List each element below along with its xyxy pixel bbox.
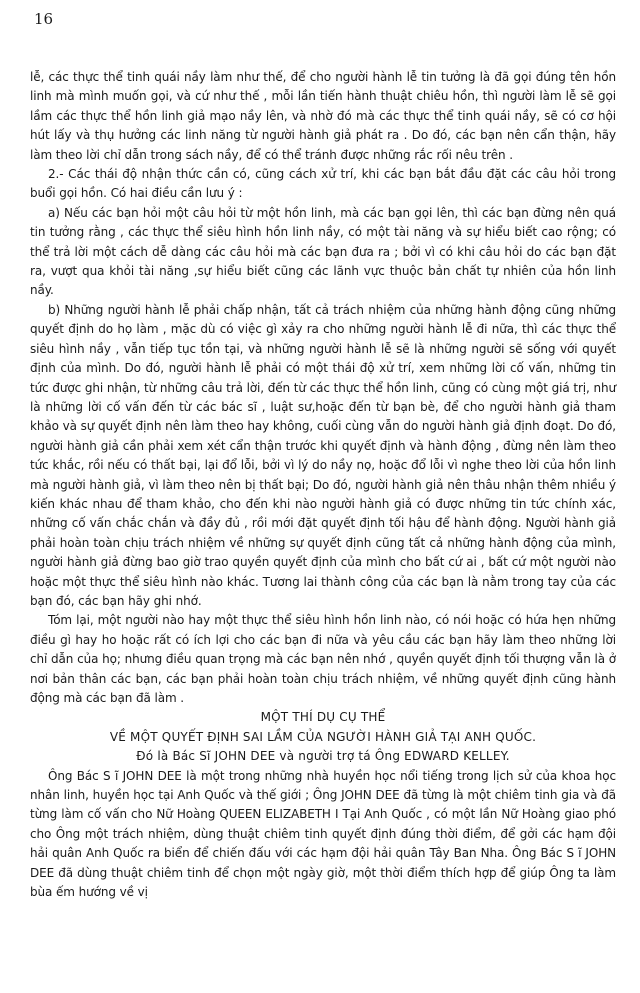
- paragraph-summary: Tóm lại, một người nào hay một thực thể siêu hình hồn linh nào, có nói hoặc có hứa hẹn những điều gì hay ho hoặc rất có ích lợi cho các bạn đi nữa và yêu cầu các bạn hãy làm theo những lời chỉ dẫn của họ; nhưng điều quan trọng mà các bạn nên nhớ , quyền quyết định tối thượng vẫn là ở nơi bản thân các bạn, các bạn phải hoàn toàn chịu trách nhiệm, về những quyết định cũng hành động mà các bạn đã làm .: [30, 613, 616, 705]
- section-heading: [30, 708, 616, 766]
- heading-line-subtitle: VỀ MỘT QUYẾT ĐỊNH SAI LẦM CỦA NGƯỜI HÀNH GIẢ TẠI ANH QUỐC.: [109, 729, 537, 744]
- page-body: [30, 68, 616, 902]
- paragraph-question-attitudes: 2.- Các thái độ nhận thức cần có, cũng cách xử trí, khi các bạn bắt đầu đặt các câu hỏi trong buổi gọi hồn. Có hai điều cần lưu ý :: [30, 167, 616, 201]
- paragraph-john-dee: Ông Bác S ĩ JOHN DEE là một trong những nhà huyền học nổi tiếng trong lịch sử của khoa học nhân linh, huyền học tại Anh Quốc và thế giới ; Ông JOHN DEE đã từng là một chiêm tinh gia và đã từng làm cố vấn cho Nữ Hoàng QUEEN ELIZABETH I Tại Anh Quốc , có một lần Nữ Hoàng giao phó cho Ông một trách nhiệm, dùng thuật chiêm tinh quyết định đúng thời điểm, để gởi các hạm đội hải quân Anh Quốc ra biển để chiến đấu với các hạm đội hải quân Tây Ban Nha. Ông Bác S ĩ JOHN DEE đã dùng thuật chiêm tinh để chọn một ngày giờ, một thời điểm thích hợp để giúp Ông ta làm bùa ếm hướng về vị: [30, 768, 616, 900]
- paragraph-point-b: b) Những người hành lễ phải chấp nhận, tất cả trách nhiệm của những hành động cũng những quyết định do họ làm , mặc dù có việc gì xảy ra cho những người hành lễ đi nữa, thì các thực thể siêu hình nầy , vẫn tiếp tục tồn tại, và những người hành lễ sẽ là những người sẽ sống với quyết định của mình. Do đó, người hành lễ phải có một thái độ xử trí, xem những lời cố vấn, những tin tức được ghi nhận, từ những câu trả lời, đến từ các thực thể hồn linh, cũng có cùng một giá trị, như là những lời cố vấn đến từ các bác sĩ , luật sư,hoặc đến từ bạn bè, để cho người hành giả tham khảo và sự quyết định nên làm theo hay không, cuối cùng vẫn do người hành giả định đoạt. Do đó, người hành giả cần phải xem xét cẩn thận trước khi quyết định và hành động , đừng nên làm theo tức khắc, rồi nếu có thất bại, lại đổ lỗi, bởi vì lý do nầy nọ, hoặc đổ lỗi vì nghe theo lời của hồn linh mà người hành giả, vì làm theo nên bị thất bại; Do đó, người hành giả nên thâu nhận thêm nhiều ý kiến khác nhau để tham khảo, cho đến khi nào người hành giả có được những tin tức chính xác, những cố vấn chắc chắn và đầy đủ , rồi mới đặt quyết định tối hậu để hành động. Người hành giả phải hoàn toàn chịu trách nhiệm về những sự quyết định cũng tất cả những hành động của mình, người hành giả đừng bao giờ trao quyền quyết định của mình cho bất cứ ai , bất cứ một người nào hoặc một thực thể siêu hình nào khác. Tương lai thành công của các bạn là nằm trong tay của các bạn đó, các bạn hãy ghi nhớ.: [30, 302, 616, 608]
- paragraph-point-a: a) Nếu các bạn hỏi một câu hỏi từ một hồn linh, mà các bạn gọi lên, thì các bạn đừng nên quá tin tưởng rằng , các thực thể siêu hình hồn linh nầy, có một tài năng và sự hiểu biết cao rộng; có thể trả lời một cách dễ dàng các câu hỏi mà các bạn đưa ra ; bởi vì có khi câu hỏi do các bạn đặt ra, vượt qua khỏi tài năng ,sự hiểu biết cũng các lãnh vực thuộc bản chất tự nhiên của hồn linh nầy.: [30, 205, 616, 298]
- paragraph-continuation: lễ, các thực thể tinh quái nầy làm như thế, để cho người hành lễ tin tưởng là đã gọi đúng tên hồn linh mà mình muốn gọi, và cứ như thế , mỗi lần tiến hành thuật chiêu hồn, thì người làm lễ sẽ gọi lầm các thực thể hồn linh giả mạo nầy lên, và nhờ đó mà các thực thể tinh quái nầy, sẽ có cơ hội hút lấy và thụ hưởng các linh năng từ người hành giả phát ra . Do đó, các bạn nên cẩn thận, hãy làm theo lời chỉ dẫn trong sách nầy, để có thể tránh được những rắc rối nêu trên .: [30, 70, 616, 162]
- page-number: 16: [34, 10, 54, 28]
- heading-line-names: Đó là Bác Sĩ JOHN DEE và người trợ tá Ông EDWARD KELLEY.: [136, 749, 510, 764]
- heading-line-title: MỘT THÍ DỤ CỤ THỂ: [260, 710, 386, 725]
